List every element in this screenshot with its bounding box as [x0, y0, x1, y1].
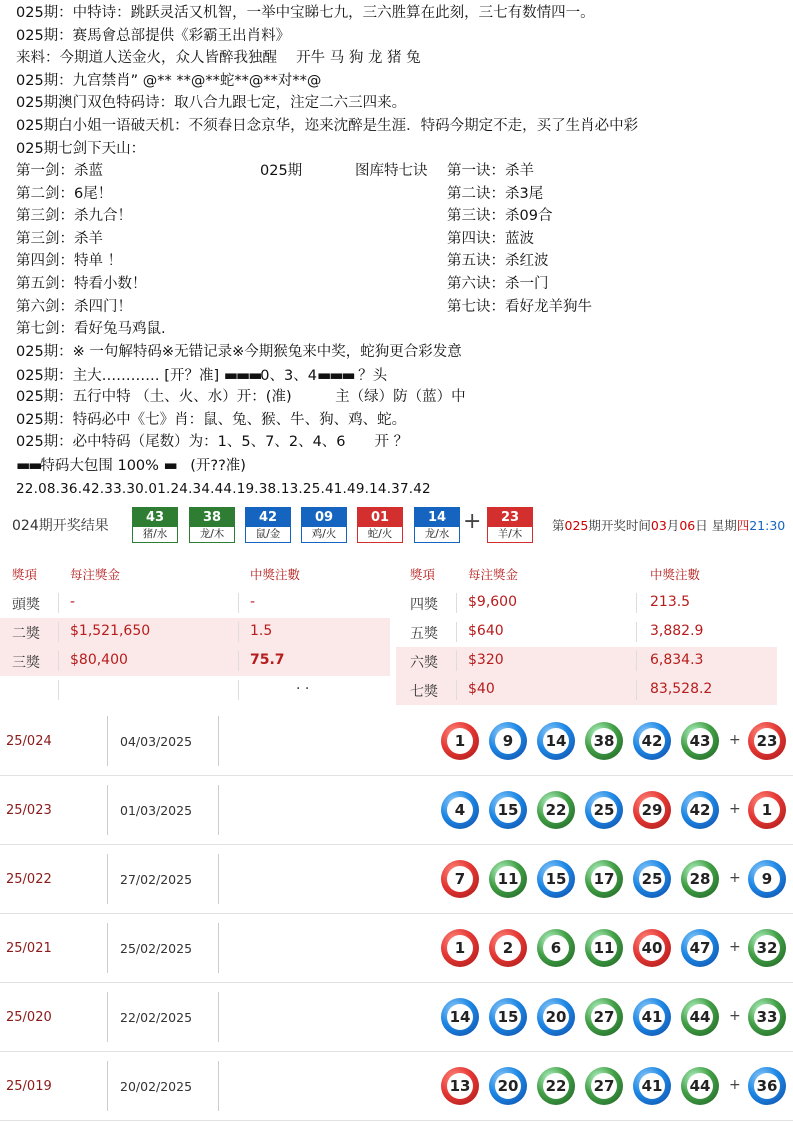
ball-number: 14	[543, 728, 569, 754]
next-draw-time	[552, 516, 785, 534]
draw-id: 25/021	[6, 941, 52, 956]
special-ball	[748, 791, 786, 829]
ball-number: 33	[754, 1004, 780, 1030]
history-row	[0, 984, 793, 1052]
text-line: 025期：※ 一句解特码※无错记录※今期猴兔来中奖，蛇狗更合彩发意	[16, 344, 462, 360]
ball-number: 15	[543, 866, 569, 892]
lottery-ball	[633, 998, 671, 1036]
ball-number: 15	[495, 1004, 521, 1030]
prize-row	[0, 618, 793, 647]
lottery-ball	[441, 929, 479, 967]
lottery-ball	[585, 929, 623, 967]
ball-number: 20	[543, 1004, 569, 1030]
text-fragment: (开??准)	[175, 457, 246, 474]
ball-number: 1	[754, 797, 780, 823]
prize-item: 頭獎	[12, 597, 40, 613]
draw-label: 024期开奖结果	[12, 518, 109, 534]
secret-item: 第二诀：杀3尾	[447, 185, 544, 202]
prize-item: 二獎	[12, 626, 40, 642]
prize-amount: -	[70, 594, 76, 610]
text-line: 025期：赛馬會总部提供《彩霸王出肖料》	[16, 27, 291, 44]
lottery-ball	[633, 929, 671, 967]
lottery-ball	[441, 1067, 479, 1105]
plus-sign: +	[729, 1077, 741, 1093]
lottery-ball	[681, 722, 719, 760]
text-fragment: 日 星期	[695, 518, 737, 533]
secret-item: 第七诀：看好龙羊狗牛	[447, 298, 592, 315]
lottery-ball	[633, 1067, 671, 1105]
draw-date: 25/02/2025	[120, 941, 193, 956]
header-amount: 每注獎金	[468, 567, 519, 582]
ball-number: 44	[687, 1004, 713, 1030]
lottery-ball	[441, 860, 479, 898]
lottery-ball	[633, 791, 671, 829]
next-day: 06	[679, 518, 696, 533]
ball-zodiac: 龙/水	[415, 527, 459, 542]
ball-number: 9	[754, 866, 780, 892]
sword-item: 第二剑：6尾！	[16, 185, 113, 202]
ball-number: 15	[495, 797, 521, 823]
lottery-ball	[681, 998, 719, 1036]
ball-number: 1	[447, 935, 473, 961]
ball-number: 23	[754, 728, 780, 754]
lottery-ball	[489, 791, 527, 829]
sword-item: 第三剑：杀九合！	[16, 208, 132, 225]
bars-glyph: ▬	[163, 455, 176, 474]
ball-number: 36	[754, 1073, 780, 1099]
ball-number: 38	[190, 508, 234, 527]
lottery-ball	[585, 860, 623, 898]
history-row	[0, 915, 793, 983]
history-row	[0, 777, 793, 845]
ball-number: 47	[687, 935, 713, 961]
lottery-ball	[681, 929, 719, 967]
lottery-ball	[585, 791, 623, 829]
draw-id: 25/019	[6, 1079, 52, 1094]
ball-number: 38	[591, 728, 617, 754]
ball-number: 2	[495, 935, 521, 961]
ball-number: 20	[495, 1073, 521, 1099]
prize-row	[0, 589, 793, 618]
prize-count: 83,528.2	[650, 681, 713, 697]
ball-zodiac: 猪/水	[133, 527, 177, 542]
draw-id: 25/024	[6, 734, 52, 749]
text-line: 025期：特码必中《七》肖：鼠、兔、猴、牛、狗、鸡、蛇。	[16, 411, 407, 428]
prize-count: 1.5	[250, 623, 273, 639]
text-fragment: ？头	[358, 367, 388, 384]
header-item: 獎項	[410, 567, 436, 582]
ball-number: 14	[415, 508, 459, 527]
text-fragment: 月	[666, 518, 680, 533]
draw-result-bar	[4, 505, 793, 545]
text-fragment: 025期：主大………… [开？准]	[16, 367, 220, 384]
header-count: 中獎注數	[250, 567, 301, 582]
lottery-ball	[489, 1067, 527, 1105]
secret-item: 第四诀：蓝波	[447, 230, 534, 247]
ball-zodiac: 龙/木	[190, 527, 234, 542]
ball-number: 7	[447, 866, 473, 892]
ball-number: 32	[754, 935, 780, 961]
lottery-ball	[681, 1067, 719, 1105]
prediction-text-block	[16, 2, 786, 160]
ball-number: 4	[447, 797, 473, 823]
bars-glyph: ▬▬	[16, 455, 41, 474]
ball-zodiac: 鼠/金	[246, 527, 290, 542]
plus-sign: +	[729, 870, 741, 886]
special-ball	[748, 1067, 786, 1105]
prize-amount: $1,521,650	[70, 623, 151, 639]
lottery-ball	[537, 929, 575, 967]
lottery-ball	[441, 722, 479, 760]
secret-item: 第六诀：杀一门	[447, 275, 549, 292]
next-period: 025	[564, 518, 589, 533]
plus-sign: +	[729, 1008, 741, 1024]
ball-number: 42	[687, 797, 713, 823]
text-line: 025期：必中特码（尾数）为：1、5、7、2、4、6 开 ？	[16, 434, 409, 451]
draw-ball	[301, 507, 347, 543]
ball-number: 22	[543, 1073, 569, 1099]
ball-number: 40	[639, 935, 665, 961]
prize-item: 四獎	[410, 597, 438, 613]
prize-item: 六獎	[410, 655, 438, 671]
text-fragment: 期开奖时间	[588, 518, 651, 533]
ball-number: 25	[591, 797, 617, 823]
prize-count: -	[250, 594, 256, 610]
prize-amount: $9,600	[468, 594, 517, 610]
sword-item: 第七剑：看好兔马鸡鼠.	[16, 321, 166, 338]
text-line: 025期七剑下天山：	[16, 140, 146, 157]
draw-id: 25/023	[6, 803, 52, 818]
history-row	[0, 846, 793, 914]
ball-number: 42	[639, 728, 665, 754]
prize-item: 七獎	[410, 684, 438, 700]
prize-item: 三獎	[12, 655, 40, 671]
history-row	[0, 708, 793, 776]
draw-id: 25/020	[6, 1010, 52, 1025]
lottery-ball	[681, 860, 719, 898]
lottery-ball	[585, 1067, 623, 1105]
draw-ball	[245, 507, 291, 543]
header-count: 中獎注數	[650, 567, 701, 582]
lottery-ball	[489, 860, 527, 898]
lottery-ball	[537, 791, 575, 829]
bars-glyph: ▬▬▬	[316, 365, 354, 384]
lower-text-block	[16, 341, 786, 477]
ball-number: 09	[302, 508, 346, 527]
ball-number: 11	[495, 866, 521, 892]
ball-number: 42	[246, 508, 290, 527]
next-month: 03	[650, 518, 667, 533]
draw-date: 27/02/2025	[120, 872, 193, 887]
lottery-ball	[585, 998, 623, 1036]
ball-number: 01	[358, 508, 402, 527]
ball-number: 27	[591, 1004, 617, 1030]
ball-zodiac: 鸡/火	[302, 527, 346, 542]
numbers-line: 22.08.36.42.33.30.01.24.34.44.19.38.13.25.41.49.14.37.42	[16, 481, 431, 497]
ball-number: 41	[639, 1073, 665, 1099]
ball-number: 22	[543, 797, 569, 823]
prize-count: · ·	[296, 681, 310, 697]
text-line: 025期白小姐一语破天机：不须春日念京华，迩来沈醉是生涯．特码今期定不走，买了生肖必中彩	[16, 117, 639, 134]
draw-ball	[357, 507, 403, 543]
mid-period: 025期	[260, 163, 303, 179]
ball-number: 14	[447, 1004, 473, 1030]
ball-number: 29	[639, 797, 665, 823]
lottery-ball	[489, 929, 527, 967]
plus-sign: +	[463, 509, 482, 534]
ball-zodiac: 羊/木	[488, 527, 532, 542]
plus-sign: +	[729, 801, 741, 817]
prize-amount: $40	[468, 681, 495, 697]
prize-count: 213.5	[650, 594, 691, 610]
prize-amount: $80,400	[70, 652, 128, 668]
bars-glyph: ▬▬▬	[223, 365, 261, 384]
ball-number: 44	[687, 1073, 713, 1099]
ball-number: 23	[488, 508, 532, 527]
header-amount: 每注獎金	[70, 567, 121, 582]
secret-item: 第五诀：杀红波	[447, 253, 549, 270]
prize-amount: $640	[468, 623, 504, 639]
special-ball	[748, 998, 786, 1036]
text-fragment: 0、3、4	[260, 367, 317, 384]
special-ball	[748, 929, 786, 967]
ball-number: 41	[639, 1004, 665, 1030]
history-row	[0, 1053, 793, 1121]
draw-ball	[189, 507, 235, 543]
lottery-ball	[441, 791, 479, 829]
next-time: 21:30	[749, 518, 786, 533]
text-line: 025期：九宫禁肖” @** **@**蛇**@**对**@	[16, 72, 322, 89]
ball-number: 11	[591, 935, 617, 961]
lottery-ball	[633, 860, 671, 898]
ball-number: 6	[543, 935, 569, 961]
prize-count: 3,882.9	[650, 623, 704, 639]
ball-number: 1	[447, 728, 473, 754]
draw-date: 01/03/2025	[120, 803, 193, 818]
prize-count: 75.7	[250, 652, 285, 668]
secret-item: 第三诀：杀09合	[447, 208, 553, 225]
plus-sign: +	[729, 939, 741, 955]
prize-table	[0, 559, 793, 701]
secret-item: 第一诀：杀羊	[447, 163, 534, 179]
mid-title: 图库特七诀	[355, 163, 428, 179]
lottery-ball	[537, 1067, 575, 1105]
prize-row	[0, 676, 793, 705]
special-ball	[748, 722, 786, 760]
lottery-ball	[489, 722, 527, 760]
prize-item: 五獎	[410, 626, 438, 642]
text-line	[16, 454, 786, 477]
text-fragment: 特码大包围 100%	[40, 457, 159, 474]
draw-date: 22/02/2025	[120, 1010, 193, 1025]
sword-item: 第一剑：杀蓝	[16, 163, 103, 179]
ball-zodiac: 蛇/火	[358, 527, 402, 542]
draw-ball	[414, 507, 460, 543]
text-fragment: 第	[552, 518, 565, 533]
lottery-ball	[489, 998, 527, 1036]
text-line: 来料：今期道人送金火，众人皆醉我独醒 开牛 马 狗 龙 猪 兔	[16, 50, 421, 67]
lottery-ball	[537, 998, 575, 1036]
text-line: 025期：五行中特 （土、火、水）开：(准) 主（绿）防（蓝）中	[16, 389, 466, 406]
ball-number: 43	[133, 508, 177, 527]
lottery-ball	[681, 791, 719, 829]
special-ball	[748, 860, 786, 898]
sword-item: 第五剑：特看小数！	[16, 275, 147, 292]
lottery-ball	[633, 722, 671, 760]
prize-row	[0, 647, 793, 676]
sword-item: 第六剑：杀四门！	[16, 298, 132, 315]
lottery-ball	[441, 998, 479, 1036]
ball-number: 43	[687, 728, 713, 754]
ball-number: 9	[495, 728, 521, 754]
header-item: 獎項	[12, 567, 38, 582]
seven-swords-grid	[16, 160, 786, 341]
prize-count: 6,834.3	[650, 652, 704, 668]
ball-number: 13	[447, 1073, 473, 1099]
text-line	[16, 364, 786, 387]
ball-number: 17	[591, 866, 617, 892]
sword-item: 第四剑：特单 ！	[16, 253, 123, 270]
lottery-ball	[537, 860, 575, 898]
draw-date: 04/03/2025	[120, 734, 193, 749]
lottery-ball	[537, 722, 575, 760]
ball-number: 27	[591, 1073, 617, 1099]
prize-amount: $320	[468, 652, 504, 668]
lottery-ball	[585, 722, 623, 760]
text-line: 025期：中特诗：跳跃灵活又机智，一举中宝睇七九，三六胜算在此刻，三七有数情四一。	[16, 5, 595, 21]
special-ball	[487, 507, 533, 543]
ball-number: 28	[687, 866, 713, 892]
draw-ball	[132, 507, 178, 543]
prize-table-header	[0, 559, 793, 589]
next-weekday: 四	[736, 518, 750, 533]
plus-sign: +	[729, 732, 741, 748]
draw-date: 20/02/2025	[120, 1079, 193, 1094]
draw-id: 25/022	[6, 872, 52, 887]
sword-item: 第三剑：杀羊	[16, 230, 103, 247]
ball-number: 25	[639, 866, 665, 892]
text-line: 025期澳门双色特码诗：取八合九跟七定，注定二六三四来。	[16, 95, 407, 112]
